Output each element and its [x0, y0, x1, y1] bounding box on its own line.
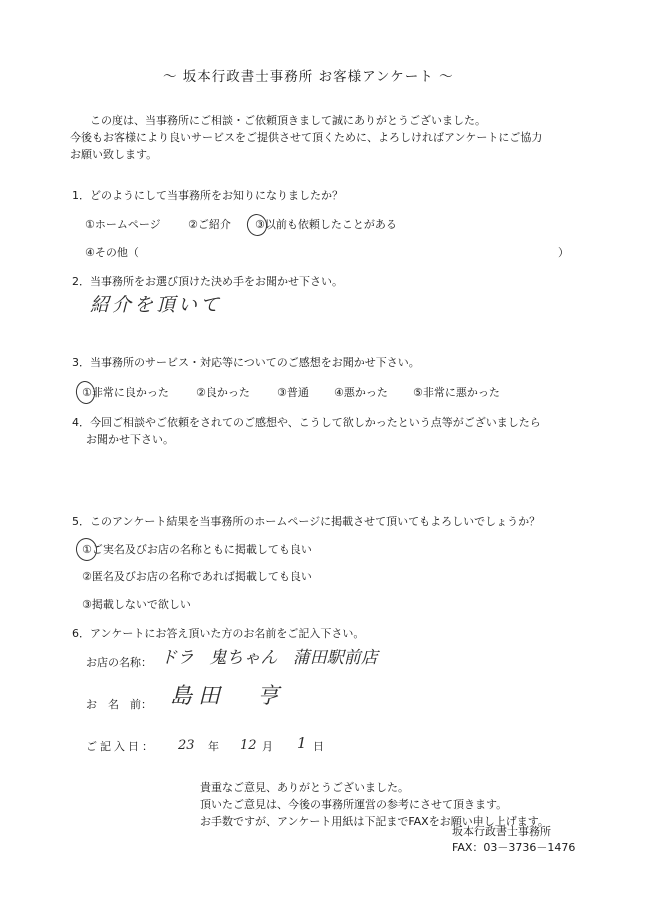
q1-other-close-paren: ） [558, 246, 569, 259]
intro-line-1: この度は、当事務所にご相談・ご依頼頂きまして誠にありがとうございました。 [90, 114, 486, 127]
selection-circle-mark [244, 212, 269, 238]
q3-option-average[interactable]: ③普通 [277, 386, 309, 399]
date-label: ご記入日： [86, 740, 156, 753]
q1-question: 1．どのようにして当事務所をお知りになりましたか？ [72, 189, 343, 202]
selection-circle-mark [74, 536, 99, 563]
q1-option-homepage[interactable]: ①ホームページ [85, 218, 161, 231]
customer-name-label: お 名 前： [86, 698, 152, 711]
q5-option-no-publish[interactable]: ③掲載しないで欲しい [82, 598, 191, 611]
office-name: 坂本行政書士事務所 [452, 825, 551, 838]
date-day-handwritten: 1 [297, 734, 307, 752]
q2-question: 2．当事務所をお選び頂けた決め手をお聞かせ下さい。 [72, 275, 343, 288]
date-day-unit: 日 [313, 740, 324, 753]
q5-question: 5．このアンケート結果を当事務所のホームページに掲載させて頂いてもよろしいでしょうか？ [72, 515, 541, 528]
closing-line-2: 頂いたご意見は、今後の事務所運営の参考にさせて頂きます。 [200, 798, 508, 811]
closing-line-3: お手数ですが、アンケート用紙は下記までFAXをお願い申し上げます。 [200, 815, 549, 828]
q2-handwritten-answer: 紹介を頂いて [90, 294, 223, 316]
selection-circle-mark [74, 380, 97, 406]
q3-question: 3．当事務所のサービス・対応等についてのご感想をお聞かせ下さい。 [72, 356, 420, 369]
q3-option-bad[interactable]: ④悪かった [334, 386, 388, 399]
intro-line-2: 今後もお客様により良いサービスをご提供させて頂くために、よろしければアンケートにご協力 [70, 131, 543, 144]
office-fax: FAX：03－3736－1476 [452, 841, 576, 854]
q1-option-previous-client[interactable]: ③以前も依頼したことがある [255, 218, 397, 231]
q4-question-line-2: お聞かせ下さい。 [86, 433, 174, 446]
closing-line-1: 貴重なご意見、ありがとうございました。 [200, 781, 409, 794]
shop-name-handwritten: ドラ 鬼ちゃん 蒲田駅前店 [160, 648, 378, 668]
shop-name-label: お店の名称： [86, 656, 152, 669]
intro-line-3: お願い致します。 [70, 148, 158, 161]
q6-question: 6．アンケートにお答え頂いた方のお名前をご記入下さい。 [72, 627, 365, 640]
q3-option-good[interactable]: ②良かった [196, 386, 250, 399]
q3-option-very-good[interactable]: ①非常に良かった [82, 386, 169, 399]
page-title: ～ 坂本行政書士事務所 お客様アンケート ～ [163, 69, 454, 85]
q1-option-other[interactable]: ④その他（ [85, 246, 139, 259]
q1-option-referral[interactable]: ②ご紹介 [188, 218, 231, 231]
q5-option-real-name[interactable]: ①ご実名及びお店の名称ともに掲載しても良い [82, 543, 312, 556]
customer-name-handwritten: 島田 亨 [170, 684, 285, 709]
q5-option-anonymous[interactable]: ②匿名及びお店の名称であれば掲載しても良い [82, 570, 312, 583]
date-year-handwritten: 23 [178, 738, 195, 753]
q3-option-very-bad[interactable]: ⑤非常に悪かった [413, 386, 500, 399]
date-month-handwritten: 12 [240, 738, 257, 753]
q4-question-line-1: 4．今回ご相談やご依頼をされてのご感想や、こうして欲しかったという点等がございましたら [72, 416, 541, 429]
date-year-unit: 年 [208, 740, 219, 753]
date-month-unit: 月 [262, 740, 273, 753]
